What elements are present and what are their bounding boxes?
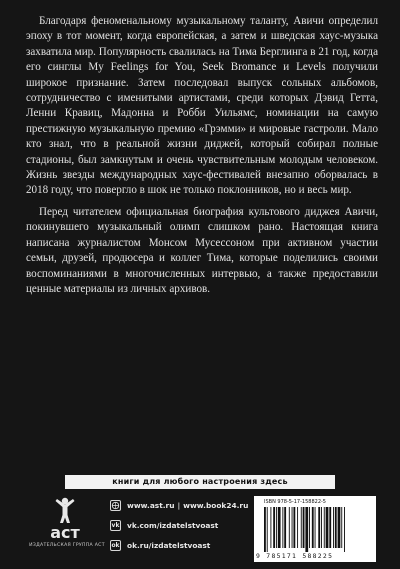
barcode-bar	[329, 507, 331, 548]
barcode-bar	[273, 507, 275, 548]
publisher-name: ИЗДАТЕЛЬСКАЯ ГРУППА АСТ	[29, 543, 105, 548]
barcode-bar	[276, 507, 277, 548]
barcode-bar	[293, 507, 295, 548]
tagline-banner: книги для любого настроения здесь	[65, 475, 335, 489]
description-paragraph-2: Перед читателем официальная биография культового диджея Авичи, покинувшего музыкальный олимп слишком рано. Настоящая книга написана журналистом Монсом Мусессоном при активном участии семьи, друзей, продюсера и коллег Тима, которые поделились своими воспоминаниями в многочисленных интервью, а также предоставили ценные материалы из личных архивов.	[26, 205, 378, 295]
barcode-bar	[338, 507, 341, 548]
website-link-book24[interactable]: www.book24.ru	[183, 501, 249, 510]
barcode-bar	[267, 507, 268, 552]
website-links-row	[110, 499, 250, 512]
barcode-bar	[341, 507, 342, 548]
barcode-bar	[333, 507, 334, 548]
barcode-bar	[270, 507, 271, 548]
link-separator: |	[177, 501, 181, 510]
logo-text: аст	[50, 523, 80, 542]
barcode-bar	[321, 507, 322, 548]
barcode-bar	[297, 507, 298, 548]
barcode-bar	[326, 507, 329, 548]
barcode-bar	[344, 507, 345, 552]
ok-link[interactable]: ok.ru/izdatelstvoast	[127, 541, 211, 550]
barcode-bar	[292, 507, 293, 548]
barcode-bar	[301, 507, 302, 548]
barcode-bar	[335, 507, 337, 548]
barcode-bar	[315, 507, 316, 548]
website-link-ast[interactable]: www.ast.ru	[127, 501, 175, 510]
ok-icon: ok	[111, 542, 120, 549]
barcode-bar	[312, 507, 314, 548]
barcode-bar	[309, 507, 310, 548]
barcode-bar	[278, 507, 281, 548]
barcode-bar	[289, 507, 290, 548]
barcode-image	[264, 507, 368, 552]
vk-icon: vk	[111, 522, 120, 529]
description-paragraph-1: Благодаря феноменальному музыкальному таланту, Авичи определил эпоху в тот момент, когда европейская, а затем и шведская хаус-музыка захватила мир. Популярность свалилась на Тима Берглинга в 21 год, когда его синглы My Feelings for You, Seek Bromance и Levels получили широкое признание. Затем последовал выпуск сольных альбомов, сотрудничество с именитыми артистами, среди которых Дэвид Гетта, Ленни Кравиц, Мадонна и Робби Уильямс, номинации на самую престижную музыкальную премию «Грэмми» и мировые гастроли. Мало кто знал, что в реальной жизни диджей, который собирал полные стадионы, был замкнутым и очень чувствительным молодым человеком. Жизнь звезды международных хаус-фестивалей внезапно оборвалась в 2018 году, что повергло в шок не только поклонников, но и весь мир.	[26, 15, 378, 197]
vk-link[interactable]: vk.com/izdatelstvoast	[127, 521, 219, 530]
barcode-bar	[282, 507, 283, 548]
ast-logo	[42, 496, 88, 542]
ok-link-row	[110, 539, 250, 552]
barcode-bar	[318, 507, 320, 548]
barcode-bar	[284, 507, 286, 548]
publisher-links	[110, 499, 250, 559]
globe-icon	[110, 500, 121, 511]
barcode-bar	[303, 507, 305, 548]
barcode-digits: 9 785171 588225	[256, 552, 334, 560]
barcode-panel	[254, 496, 376, 562]
barcode-bar	[324, 507, 325, 548]
barcode-bar	[305, 507, 308, 552]
book-description	[26, 14, 378, 297]
isbn-number: ISBN 978-5-17-158822-5	[264, 499, 326, 505]
barcode-bar	[264, 507, 266, 552]
vk-link-row	[110, 519, 250, 532]
